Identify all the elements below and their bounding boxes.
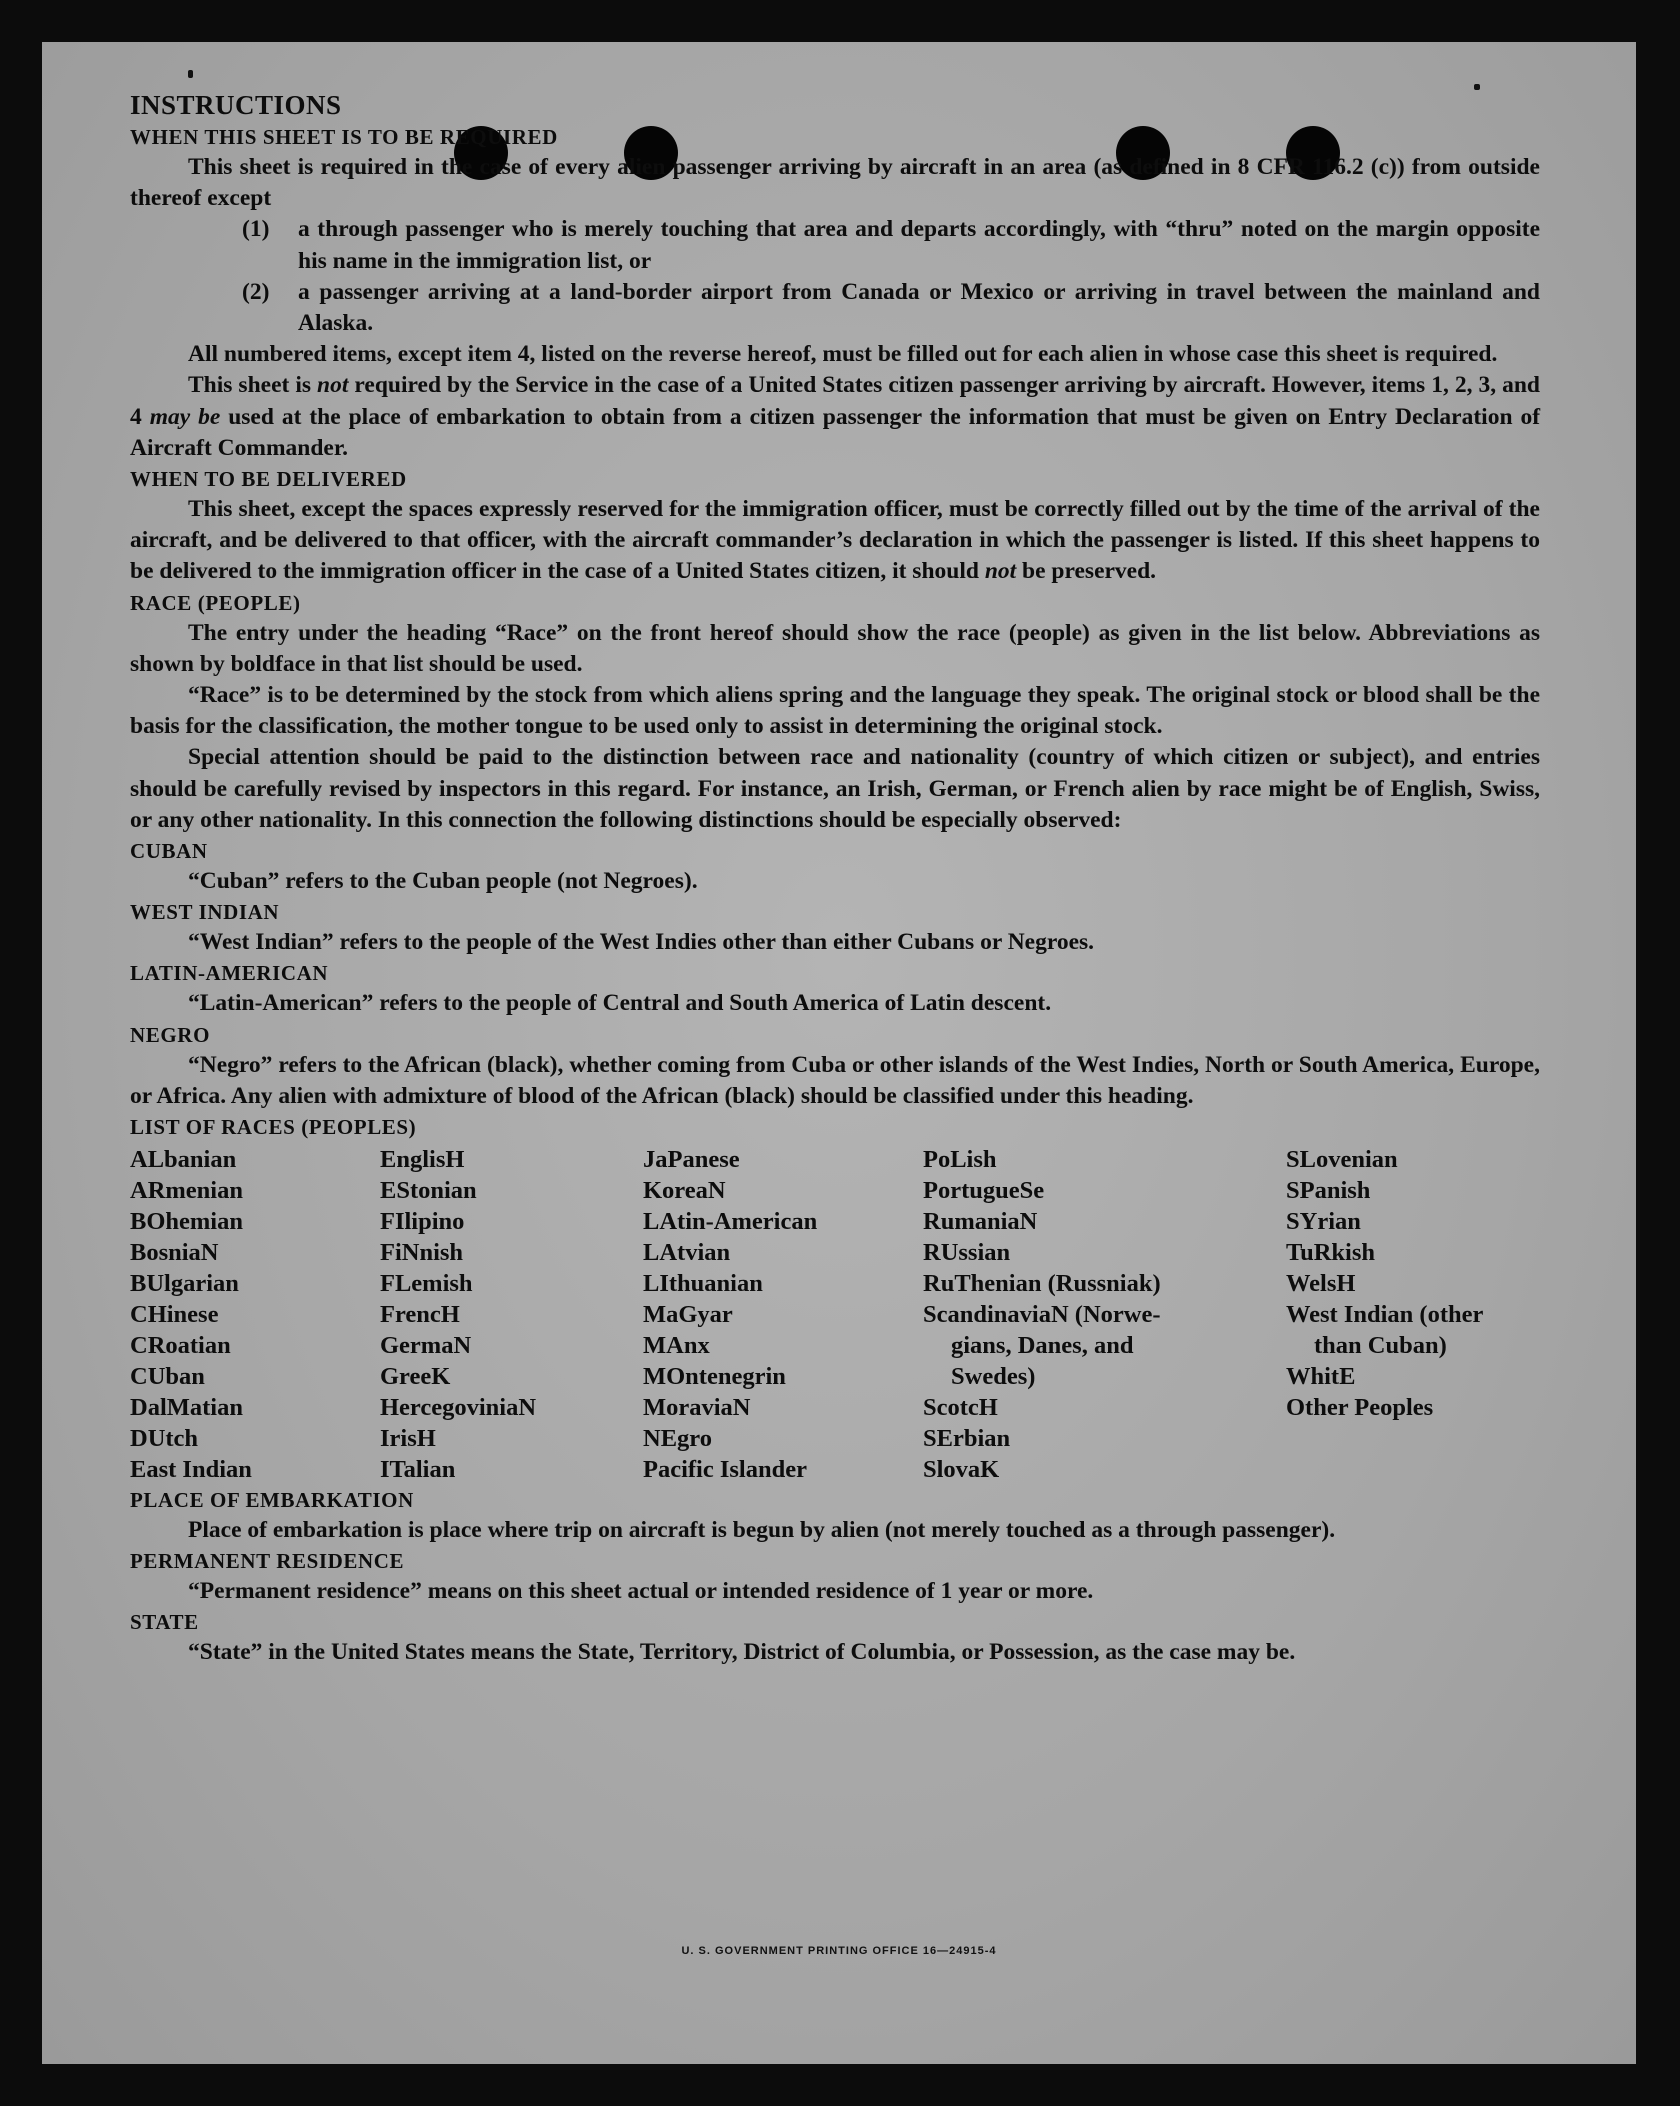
- race-entry: ScotcH: [923, 1394, 998, 1422]
- paragraph-cuban: “Cuban” refers to the Cuban people (not Negroes).: [188, 868, 698, 895]
- race-entry: Swedes): [951, 1363, 1036, 1391]
- section-heading-race: RACE (PEOPLE): [130, 590, 301, 615]
- paragraph-embarkation: Place of embarkation is place where trip on aircraft is begun by alien (not merely touched as a through passenger).: [188, 1517, 1336, 1544]
- race-entry: FLemish: [380, 1270, 473, 1298]
- race-entry: CRoatian: [130, 1332, 231, 1360]
- race-entry: EStonian: [380, 1177, 477, 1205]
- race-entry: FiNnish: [380, 1239, 464, 1267]
- race-entry: ITalian: [380, 1456, 456, 1484]
- race-entry: BOhemian: [130, 1208, 243, 1236]
- race-entry: JaPanese: [643, 1146, 740, 1174]
- text-run: This sheet is: [188, 372, 318, 399]
- ink-speck: [188, 70, 193, 78]
- race-entry: SPanish: [1286, 1177, 1371, 1205]
- race-entry: PoLish: [923, 1146, 997, 1174]
- item-number: (1): [242, 216, 270, 243]
- race-entry: EnglisH: [380, 1146, 465, 1174]
- race-entry: MoraviaN: [643, 1394, 751, 1422]
- race-entry: SYrian: [1286, 1208, 1361, 1236]
- section-heading-residence: PERMANENT RESIDENCE: [130, 1549, 405, 1574]
- printer-footer: U. S. GOVERNMENT PRINTING OFFICE 16—24915-4: [681, 1945, 997, 1957]
- race-entry: GermaN: [380, 1332, 472, 1360]
- race-entry: LAtin-American: [643, 1208, 818, 1236]
- section-heading-state: STATE: [130, 1610, 199, 1635]
- race-entry: KoreaN: [643, 1177, 726, 1205]
- race-entry: NEgro: [643, 1425, 712, 1453]
- paragraph-west-indian: “West Indian” refers to the people of the West Indies other than either Cubans or Negroes.: [188, 929, 1095, 956]
- races-group: [923, 1392, 1286, 1485]
- race-entry: ScandinaviaN (Norwe-: [923, 1301, 1161, 1329]
- race-entry: BosniaN: [130, 1239, 219, 1267]
- race-entry: WelsH: [1286, 1270, 1356, 1298]
- section-heading-negro: NEGRO: [130, 1022, 211, 1047]
- races-column-2: [380, 1144, 643, 1485]
- races-list: [130, 1144, 1540, 1485]
- paragraph-race-1: The entry under the heading “Race” on the front hereof should show the race (people) as given in the list below. Abbreviations as shown by boldface in that list should be used.: [130, 619, 1540, 677]
- race-entry: RUssian: [923, 1239, 1011, 1267]
- paragraph-race-2: “Race” is to be determined by the stock from which aliens spring and the language they speak. The original stock or blood shall be the basis for the classification, the mother tongue to be used only to assist in determining the original stock.: [130, 682, 1540, 740]
- races-column-4: [923, 1144, 1286, 1485]
- paragraph-race-3: Special attention should be paid to the distinction between race and nationality (country of which citizen or subject), and entries should be carefully revised by inspectors in this regard. For instance, an Irish, German, or French alien by race might be of English, Swiss, or any other nationality. In this connection the following distinctions should be especially observed:: [130, 744, 1540, 833]
- race-entry: LIthuanian: [643, 1270, 763, 1298]
- race-entry: SErbian: [923, 1425, 1011, 1453]
- section-heading-when-delivered: WHEN TO BE DELIVERED: [130, 467, 407, 492]
- races-group: [1286, 1361, 1540, 1423]
- exception-item-1: [242, 214, 1540, 276]
- exception-item-2: [242, 277, 1540, 339]
- race-entry: ARmenian: [130, 1177, 243, 1205]
- race-entry: PortugueSe: [923, 1177, 1045, 1205]
- race-entry: FrencH: [380, 1301, 460, 1329]
- paragraph-citizen-passenger: [130, 370, 1540, 464]
- paragraph-required-intro: This sheet is required in the case of every alien passenger arriving by aircraft in an area (as defined in 8 CFR 116.2 (c)) from outside thereof except: [130, 154, 1540, 212]
- text-run: required by the Service in the case of a United States citizen passenger arriving by aircraft. However, items 1, 2, 3, and 4: [130, 372, 1541, 430]
- item-text: a passenger arriving at a land-border airport from Canada or Mexico or arriving in travel between the mainland and Alaska.: [298, 278, 1540, 337]
- races-group-continued: [1286, 1330, 1540, 1361]
- emphasis-text: not: [317, 372, 349, 399]
- race-entry: than Cuban): [1314, 1332, 1447, 1360]
- race-entry: WhitE: [1286, 1363, 1356, 1391]
- race-entry: MaGyar: [643, 1301, 733, 1329]
- section-heading-west-indian: WEST INDIAN: [130, 900, 280, 925]
- section-heading-when-required: WHEN THIS SHEET IS TO BE REQUIRED: [130, 125, 558, 149]
- races-column-5: [1286, 1144, 1540, 1485]
- race-entry: RuThenian (Russniak): [923, 1270, 1161, 1298]
- race-entry: ALbanian: [130, 1146, 237, 1174]
- race-entry: Pacific Islander: [643, 1456, 807, 1484]
- emphasis-text: may be: [149, 403, 221, 430]
- paragraph-negro: “Negro” refers to the African (black), whether coming from Cuba or other islands of the West Indies, North or South America, Europe, or Africa. Any alien with admixture of blood of the African (black) should be classified under this heading.: [130, 1051, 1540, 1109]
- paragraph-residence: “Permanent residence” means on this sheet actual or intended residence of 1 year or more.: [188, 1578, 1094, 1605]
- text-run: be preserved.: [1016, 558, 1157, 585]
- race-entry: TuRkish: [1286, 1239, 1376, 1267]
- race-entry: SlovaK: [923, 1456, 1000, 1484]
- race-entry: RumaniaN: [923, 1208, 1038, 1236]
- race-entry: gians, Danes, and: [951, 1332, 1134, 1360]
- text-run: used at the place of embarkation to obtain from a citizen passenger the information that must be given on Entry Declaration of Aircraft Commander.: [130, 403, 1541, 461]
- page-title: INSTRUCTIONS: [130, 90, 342, 120]
- race-entry: DalMatian: [130, 1394, 243, 1422]
- race-entry: FIlipino: [380, 1208, 465, 1236]
- race-entry: GreeK: [380, 1363, 451, 1391]
- races-group: [1286, 1144, 1540, 1330]
- races-column-1: [130, 1144, 380, 1485]
- race-entry: CUban: [130, 1363, 205, 1391]
- race-entry: DUtch: [130, 1425, 199, 1453]
- race-entry: LAtvian: [643, 1239, 731, 1267]
- section-heading-latin-american: LATIN-AMERICAN: [130, 961, 329, 986]
- race-entry: HercegoviniaN: [380, 1394, 537, 1422]
- race-entry: CHinese: [130, 1301, 219, 1329]
- paragraph-state: “State” in the United States means the State, Territory, District of Columbia, or Possession, as the case may be.: [188, 1639, 1296, 1666]
- emphasis-text: not: [984, 558, 1017, 585]
- item-number: (2): [242, 278, 270, 305]
- race-entry: IrisH: [380, 1425, 436, 1453]
- section-heading-cuban: CUBAN: [130, 839, 208, 864]
- paragraph-latin-american: “Latin-American” refers to the people of Central and South America of Latin descent.: [188, 990, 1052, 1017]
- section-heading-embarkation: PLACE OF EMBARKATION: [130, 1488, 414, 1513]
- item-text: a through passenger who is merely touching that area and departs accordingly, with “thru” noted on the margin opposite his name in the immigration list, or: [298, 216, 1540, 274]
- section-heading-races-list: LIST OF RACES (PEOPLES): [130, 1115, 417, 1140]
- race-entry: BUlgarian: [130, 1270, 239, 1298]
- race-entry: Other Peoples: [1286, 1394, 1434, 1422]
- race-entry: MAnx: [643, 1332, 710, 1360]
- document-sheet: [42, 42, 1636, 2064]
- races-column-3: [643, 1144, 923, 1485]
- race-entry: East Indian: [130, 1456, 252, 1484]
- race-entry: MOntenegrin: [643, 1363, 786, 1391]
- paragraph-numbered-items: All numbered items, except item 4, listed on the reverse hereof, must be filled out for each alien in whose case this sheet is required.: [188, 341, 1498, 368]
- races-group: [923, 1144, 1286, 1330]
- instructions-body: [130, 88, 1540, 1669]
- race-entry: West Indian (other: [1286, 1301, 1484, 1329]
- races-group-continued: [923, 1330, 1286, 1392]
- race-entry: SLovenian: [1286, 1146, 1398, 1174]
- text-run: This sheet, except the spaces expressly reserved for the immigration officer, must be correctly filled out by the time of the arrival of the aircraft, and be delivered to that officer, with the aircraft commander’s declaration in which the passenger is listed. If this sheet happens to be delivered to the immigration officer in the case of a United States citizen, it should: [130, 496, 1540, 585]
- paragraph-delivery: [130, 494, 1540, 588]
